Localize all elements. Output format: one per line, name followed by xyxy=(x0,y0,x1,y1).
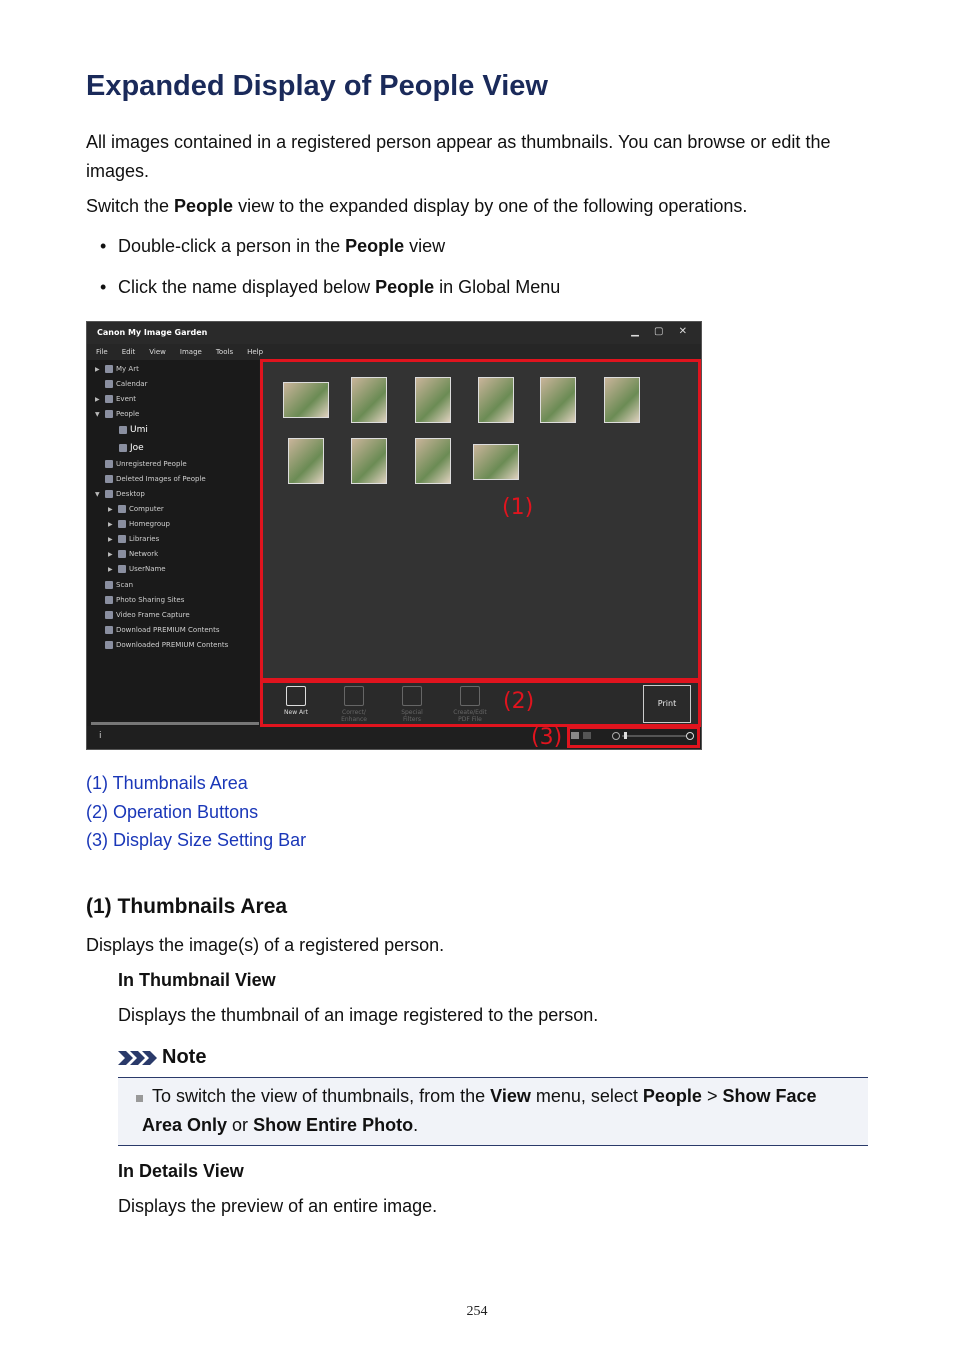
link-thumbnails-area[interactable]: (1) Thumbnails Area xyxy=(86,773,248,793)
info-icon: i xyxy=(99,731,102,741)
video-capture-icon xyxy=(105,611,113,619)
tree-item: Scan xyxy=(105,581,133,589)
note-text: To switch the view of thumbnails, from the View menu, select People > Show Face Area Only or Show Entire Photo. xyxy=(142,1086,817,1135)
new-art-button: New Art xyxy=(277,686,315,716)
scan-icon xyxy=(105,581,113,589)
intro-paragraph: All images contained in a registered person appear as thumbnails. You can browse or edit the images. xyxy=(86,132,831,181)
tree-item: Photo Sharing Sites xyxy=(105,596,184,604)
menu-help: Help xyxy=(247,348,264,356)
menu-bar xyxy=(87,344,701,360)
menu-edit: Edit xyxy=(121,348,136,356)
desktop-icon xyxy=(105,490,113,498)
special-filters-button: Special Filters xyxy=(393,686,431,723)
window-controls: ▁ ▢ ✕ xyxy=(631,326,693,337)
tree-item: Downloaded PREMIUM Contents xyxy=(105,641,228,649)
app-screenshot xyxy=(86,321,702,750)
link-display-size-bar[interactable]: (3) Display Size Setting Bar xyxy=(86,830,307,850)
deleted-people-icon xyxy=(105,475,113,483)
callout-operation-buttons xyxy=(260,680,701,727)
window-title: Canon My Image Garden xyxy=(97,328,208,337)
tree-item: ▶ UserName xyxy=(108,565,166,573)
tree-item: ▶ My Art xyxy=(95,365,139,373)
tree-item: Deleted Images of People xyxy=(105,475,206,483)
print-button: Print xyxy=(643,685,691,723)
tree-item: Calendar xyxy=(105,380,147,388)
bullet-item: • Click the name displayed below People in Global Menu xyxy=(100,277,561,297)
homegroup-icon xyxy=(118,520,126,528)
note-box xyxy=(118,1077,868,1146)
computer-icon xyxy=(118,505,126,513)
details-view-description: Displays the preview of an entire image. xyxy=(118,1196,438,1216)
callout-display-size-bar xyxy=(567,726,700,748)
global-menu xyxy=(87,360,259,720)
person-icon xyxy=(119,444,127,452)
create-pdf-button: Create/Edit PDF File xyxy=(451,686,489,723)
page-number: 254 xyxy=(466,1304,488,1319)
person-icon xyxy=(119,426,127,434)
folder-icon xyxy=(105,641,113,649)
tree-item: ▶ Libraries xyxy=(108,535,160,543)
thumbnail-view-heading: In Thumbnail View xyxy=(118,970,276,990)
menu-image: Image xyxy=(179,348,202,356)
details-view-heading: In Details View xyxy=(118,1161,244,1181)
tree-item: Unregistered People xyxy=(105,460,187,468)
bullet-item: • Double-click a person in the People view xyxy=(100,236,446,256)
menu-tools: Tools xyxy=(215,348,234,356)
thumbnail-view-description: Displays the thumbnail of an image registered to the person. xyxy=(118,1005,599,1025)
calendar-icon xyxy=(105,380,113,388)
page-title: Expanded Display of People View xyxy=(86,70,548,102)
event-icon xyxy=(105,395,113,403)
my-art-icon xyxy=(105,365,113,373)
section-description: Displays the image(s) of a registered person. xyxy=(86,935,445,955)
callout-label-1: (1) xyxy=(502,495,534,520)
correct-enhance-button: Correct/ Enhance xyxy=(335,686,373,723)
section-heading: (1) Thumbnails Area xyxy=(86,895,288,918)
window-titlebar xyxy=(87,322,701,344)
note-heading: Note xyxy=(118,1046,206,1069)
menu-file: File xyxy=(96,348,108,356)
tree-item: Video Frame Capture xyxy=(105,611,190,619)
tree-item: ▼ Desktop xyxy=(95,490,145,498)
switch-paragraph: Switch the People view to the expanded display by one of the following operations. xyxy=(86,196,748,216)
callout-label-3: (3) xyxy=(531,725,563,750)
note-arrows-icon xyxy=(118,1049,158,1067)
download-icon xyxy=(105,626,113,634)
sidebar-scrollbar xyxy=(91,722,259,725)
link-operation-buttons[interactable]: (2) Operation Buttons xyxy=(86,802,259,822)
photo-sharing-icon xyxy=(105,596,113,604)
tree-item: Joe xyxy=(119,443,144,453)
network-icon xyxy=(118,550,126,558)
tree-item: ▶ Homegroup xyxy=(108,520,171,528)
tree-item: ▼ People xyxy=(95,410,140,418)
tree-item: Download PREMIUM Contents xyxy=(105,626,220,634)
menu-view: View xyxy=(149,348,166,356)
libraries-icon xyxy=(118,535,126,543)
tree-item: ▶ Computer xyxy=(108,505,164,513)
unregistered-people-icon xyxy=(105,460,113,468)
callout-label-2: (2) xyxy=(503,689,535,714)
tree-item: ▶ Event xyxy=(95,395,137,403)
people-icon xyxy=(105,410,113,418)
tree-item: Umi xyxy=(119,425,148,435)
tree-item: ▶ Network xyxy=(108,550,159,558)
user-folder-icon xyxy=(118,565,126,573)
callout-thumbnails-area xyxy=(260,359,701,681)
